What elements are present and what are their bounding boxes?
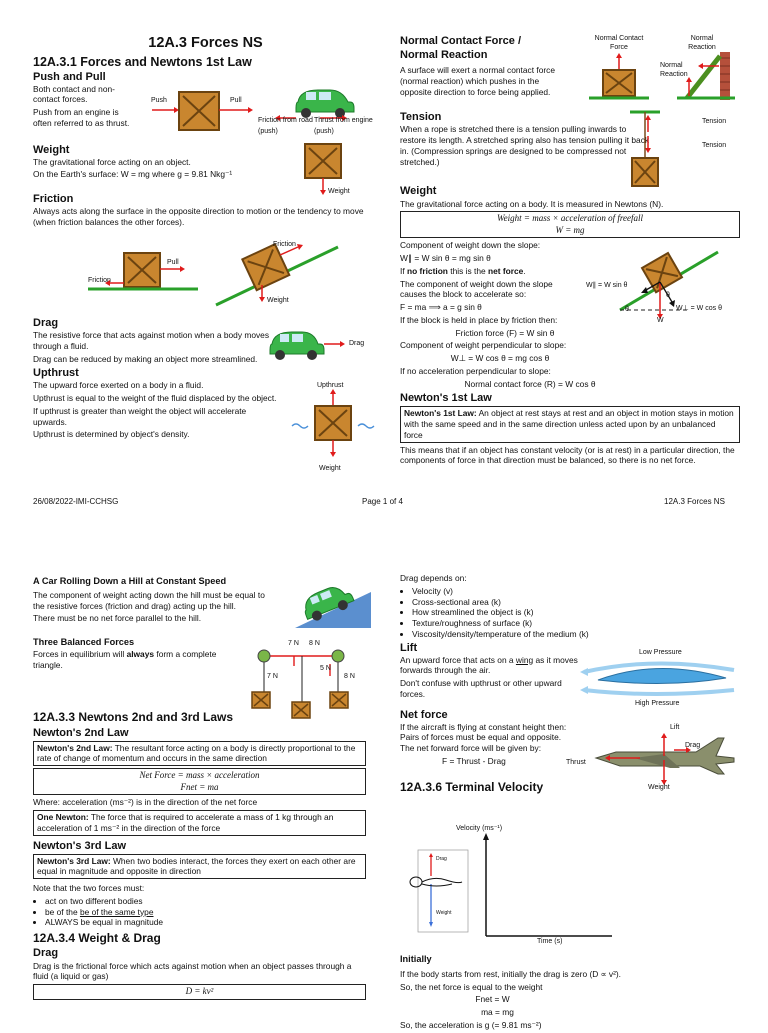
n3-bold: Newton's 3rd Law: [37, 855, 111, 866]
lift-text1c: as it moves forwards through the air. [400, 654, 578, 676]
weight-eq2: W = mg [555, 224, 585, 235]
n1-text: An object at rest stays at rest and an object in motion stays in motion with the same speed and in the same direction unless acted upon by an unbalanced force [404, 408, 734, 440]
upthrust-text1: The upward force exerted on a body in a fluid. [33, 380, 204, 391]
weight-heading: Weight [33, 143, 70, 156]
three-forces-heading: Three Balanced Forces [33, 637, 135, 648]
page-2 [0, 570, 768, 1030]
weight-l3e: . [523, 265, 526, 276]
terminal-text-block [400, 954, 700, 1033]
tension-text: When a rope is stretched there is a tension pulling inwards to restore its length. A stretched spring also has tension pulling it back in. (Compression springs are designed to be compressed not stretched.) [400, 124, 650, 167]
section-heading: 12A.3.1 Forces and Newtons 1st Law [33, 54, 252, 69]
weight-label: Weight [328, 188, 350, 195]
upthrust-diagram [288, 390, 378, 470]
car-hill-diagram [293, 578, 373, 630]
three-forces-text [33, 649, 248, 671]
jet-lift-label: Lift [670, 724, 680, 731]
n3-box [33, 854, 366, 880]
push-label: Push [151, 97, 167, 104]
one-newton-box [33, 810, 366, 836]
friction-slope-label: Friction [273, 241, 296, 248]
weight-equation-box [400, 211, 740, 238]
list-item: • Velocity (v) [412, 586, 600, 597]
terminal-velocity-axes [398, 832, 618, 942]
tension-label-2: Tension [702, 142, 727, 149]
normal-heading2: Normal Reaction [400, 49, 488, 62]
normal-text: A surface will exert a normal contact force (normal reaction) which pushes in the opposite direction to force being applied. [400, 65, 556, 97]
drag-text2: Drag can be reduced by making an object more streamlined. [33, 353, 258, 364]
n3-heading: Newton's 3rd Law [33, 839, 127, 852]
list-item: • be of the be of the same type [45, 907, 366, 918]
upthrust-text4: Upthrust is determined by object's density. [33, 429, 190, 440]
list-item: • ALWAYS be equal in magnitude [45, 917, 366, 928]
terminal-e1: Fnet = W [475, 994, 510, 1005]
drag-heading: Drag [33, 317, 59, 329]
drag-depends: Drag depends on: [400, 573, 467, 583]
upthrust-label: Upthrust [317, 382, 344, 389]
terminal-initially: Initially [400, 954, 432, 964]
weight-eq1: Weight = mass × acceleration of freefall [497, 213, 643, 224]
tension-heading: Tension [400, 111, 442, 124]
force-label-7n-top: 7 N [288, 640, 299, 647]
n3-same-type: be of the same type [79, 906, 154, 917]
one-newton-bold: One Newton: [37, 812, 89, 822]
weight-l3a: If [400, 265, 407, 276]
force-label-8n-right: 8 N [344, 673, 355, 680]
lift-text1 [400, 655, 580, 677]
normal-reaction-label-2: Normal Reaction [660, 62, 688, 78]
drag-depends-list [400, 586, 600, 640]
wing-diagram [578, 660, 748, 698]
tension-diagram [620, 108, 700, 190]
terminal-yaxis-label: Velocity (ms⁻¹) [456, 825, 503, 832]
lift-heading: Lift [400, 641, 418, 654]
footer-left: 26/08/2022-IMI-CCHSG [33, 497, 119, 506]
list-item: • Viscosity/density/temperature of the medium (k) [412, 629, 600, 640]
car-hill-text2: There must be no net force parallel to the hill. [33, 613, 202, 624]
jet-thrust-label: Thrust [566, 759, 586, 766]
weight-l4: The component of weight down the slope causes the block to accelerate so: [400, 278, 553, 300]
low-pressure-label: Low Pressure [639, 649, 682, 656]
three-bold: always [126, 648, 155, 659]
list-item: • How streamlined the object is (k) [412, 607, 600, 618]
weight-text1: The gravitational force acting on an object. [33, 156, 191, 167]
normal-contact-label: Normal Contact Force [594, 35, 644, 51]
normal-reaction-label-1: Normal Reaction [688, 35, 716, 51]
n3-note: Note that the two forces must: [33, 883, 145, 894]
three-forces-diagram [250, 644, 370, 724]
n2-bold: Newton's 2nd Law: [37, 742, 113, 753]
weight-l11: Normal contact force (R) = W cos θ [464, 378, 596, 389]
n1-box [400, 406, 740, 442]
tension-label-1: Tension [702, 118, 727, 125]
list-item: • Cross-sectional area (k) [412, 597, 600, 608]
lift-wing: wing [515, 654, 534, 665]
list-item: • act on two different bodies [45, 896, 366, 907]
slope-w-label: W [657, 317, 664, 324]
three-text1: Forces in equilibrium will [33, 648, 127, 659]
net-force-heading: Net force [400, 708, 448, 721]
normal-heading1: Normal Contact Force / [400, 35, 522, 47]
push-pull-text1: Both contact and non-contact forces. [33, 83, 115, 105]
n3-text: When two bodies interact, the forces they exert on each other are equal in magnitude and opposite in direction [37, 855, 356, 877]
upthrust-heading: Upthrust [33, 367, 79, 380]
list-item: • Texture/roughness of surface (k) [412, 618, 600, 629]
n2-eq2: Fnet = ma [180, 781, 219, 792]
car-hill-heading: A Car Rolling Down a Hill at Constant Speed [33, 576, 227, 586]
section4-heading: 12A.3.4 Weight & Drag [33, 931, 161, 946]
high-pressure-label: High Pressure [635, 700, 680, 707]
slope-theta-1: θ [666, 292, 670, 299]
terminal-t3: So, the acceleration is g (= 9.81 ms⁻²) [400, 1019, 542, 1030]
drag-text: Drag is the frictional force which acts against motion when an object passes through a fluid (a liquid or gas) [33, 960, 352, 982]
terminal-heading: 12A.3.6 Terminal Velocity [400, 779, 544, 794]
n1-bold: Newton's 1st Law: [404, 408, 477, 419]
weight-l5: F = ma ⟹ a = g sin θ [400, 302, 482, 313]
drag-text1: The resistive force that acts against motion when a body moves through a fluid. [33, 330, 270, 351]
friction-road-label: Friction from road (push) [258, 117, 313, 136]
weight-l1: Component of weight down the slope: [400, 240, 541, 251]
push-pull-heading: Push and Pull [33, 70, 106, 83]
net-force-eq: F = Thrust - Drag [442, 755, 506, 766]
upthrust-text3: If upthrust is greater than weight the object will accelerate upwards. [33, 405, 247, 427]
weight-l7: Friction force (F) = W sin θ [455, 327, 555, 338]
footer-center: Page 1 of 4 [362, 497, 403, 506]
n1-after: This means that if an object has constant velocity (or is at rest) in a particular direction, the components of force in that direction must be balanced, so there is no net force. [400, 444, 735, 466]
footer-right: 12A.3 Forces NS [664, 497, 725, 506]
jet-drag-label: Drag [685, 742, 701, 749]
terminal-drag-label: Drag [436, 856, 447, 862]
slope-wpar-label: W∥ = W sin θ [586, 282, 628, 289]
car-hill-text1: The component of weight acting down the hill must be equal to the resistive forces (friction and drag) acting up the hill. [33, 589, 265, 611]
section3-heading: 12A.3.3 Newtons 2nd and 3rd Laws [33, 710, 234, 725]
lift-text2: Don't confuse with upthrust or other upward forces. [400, 678, 562, 699]
slope-wperp-label: W⊥ = W cos θ [676, 305, 722, 312]
upthrust-weight-label: Weight [319, 465, 341, 472]
thrust-engine-label: Thrust from engine (push) [314, 117, 373, 136]
n3-list [33, 896, 366, 928]
weight-l3d: net force [487, 265, 524, 276]
weight-l3b: no friction [406, 265, 448, 276]
n2-heading: Newton's 2nd Law [33, 726, 129, 739]
jet-diagram [590, 728, 740, 788]
terminal-weight-label: Weight [436, 910, 452, 916]
n2-box [33, 741, 366, 767]
pull-label-friction: Pull [167, 259, 179, 266]
drag-upthrust-block [33, 316, 278, 442]
drag-equation-box [33, 984, 366, 1000]
pull-label: Pull [230, 97, 242, 104]
n2-eq1: Net Force = mass × acceleration [139, 770, 260, 781]
lift-text1a: An upward force that acts on a [400, 654, 516, 665]
terminal-e2: ma = mg [481, 1007, 514, 1018]
weight-l10: If no acceleration perpendicular to slope: [400, 365, 551, 376]
weight-l9: W⊥ = W cos θ = mg cos θ [450, 353, 550, 364]
terminal-t2: So, the net force is equal to the weight [400, 981, 543, 992]
weight2-text: The gravitational force acting on a body. It is measured in Newtons (N). [400, 198, 664, 209]
weight-l2: W∥ = W sin θ = mg sin θ [400, 253, 491, 264]
n2-where: Where: acceleration (ms⁻²) is in the direction of the net force [33, 797, 258, 808]
one-newton-text: The force that is required to accelerate a mass of 1 kg through an acceleration of 1 ms⁻² in the direction of the force [37, 812, 334, 833]
n2-text: The resultant force acting on a body is directly proportional to the rate of change of momentum and occurs in the same direction [37, 742, 356, 764]
page-title: 12A.3 Forces NS [148, 35, 263, 51]
force-label-8n-top: 8 N [309, 640, 320, 647]
weight2-heading: Weight [400, 185, 437, 198]
n1-heading: Newton's 1st Law [400, 392, 492, 405]
drag-label: Drag [349, 340, 365, 347]
weight-l3c: this is the [447, 265, 488, 276]
upthrust-text2: Upthrust is equal to the weight of the fluid displaced by the object. [33, 393, 277, 404]
weight-slope-label: Weight [267, 297, 289, 304]
drag-eq: D = kv² [185, 986, 214, 997]
page-1 [0, 0, 768, 510]
push-pull-text2: Push from an engine is often referred to as thrust. [33, 107, 130, 128]
drag-heading-2: Drag [33, 947, 59, 960]
friction-diagram [88, 235, 348, 315]
normal-force-diagram [585, 52, 745, 112]
weight-l8: Component of weight perpendicular to slope: [400, 340, 567, 351]
jet-weight-label: Weight [648, 784, 670, 791]
net-force-text: If the aircraft is flying at constant height then: Pairs of forces must be equal and opposite. The net forward force will be given by: [400, 721, 567, 754]
terminal-xaxis-label: Time (s) [537, 938, 563, 945]
three-text2: form a complete triangle. [33, 648, 217, 670]
force-label-5n: 5 N [320, 665, 331, 672]
friction-text: Always acts along the surface in the opposite direction to motion or the tendency to move (when friction balances the other forces). [33, 206, 364, 228]
terminal-t1: If the body starts from rest, initially the drag is zero (D ∝ v²). [400, 968, 622, 979]
force-label-7n-left: 7 N [267, 673, 278, 680]
friction-heading: Friction [33, 193, 74, 206]
weight-text2: On the Earth's surface: W = mg where g = 9.81 Nkg⁻¹ [33, 169, 233, 180]
n2-equation-box [33, 768, 366, 795]
friction-left-label: Friction [88, 277, 111, 284]
weight-l6: If the block is held in place by friction then: [400, 314, 558, 325]
slope-theta-2: θ [625, 306, 629, 313]
